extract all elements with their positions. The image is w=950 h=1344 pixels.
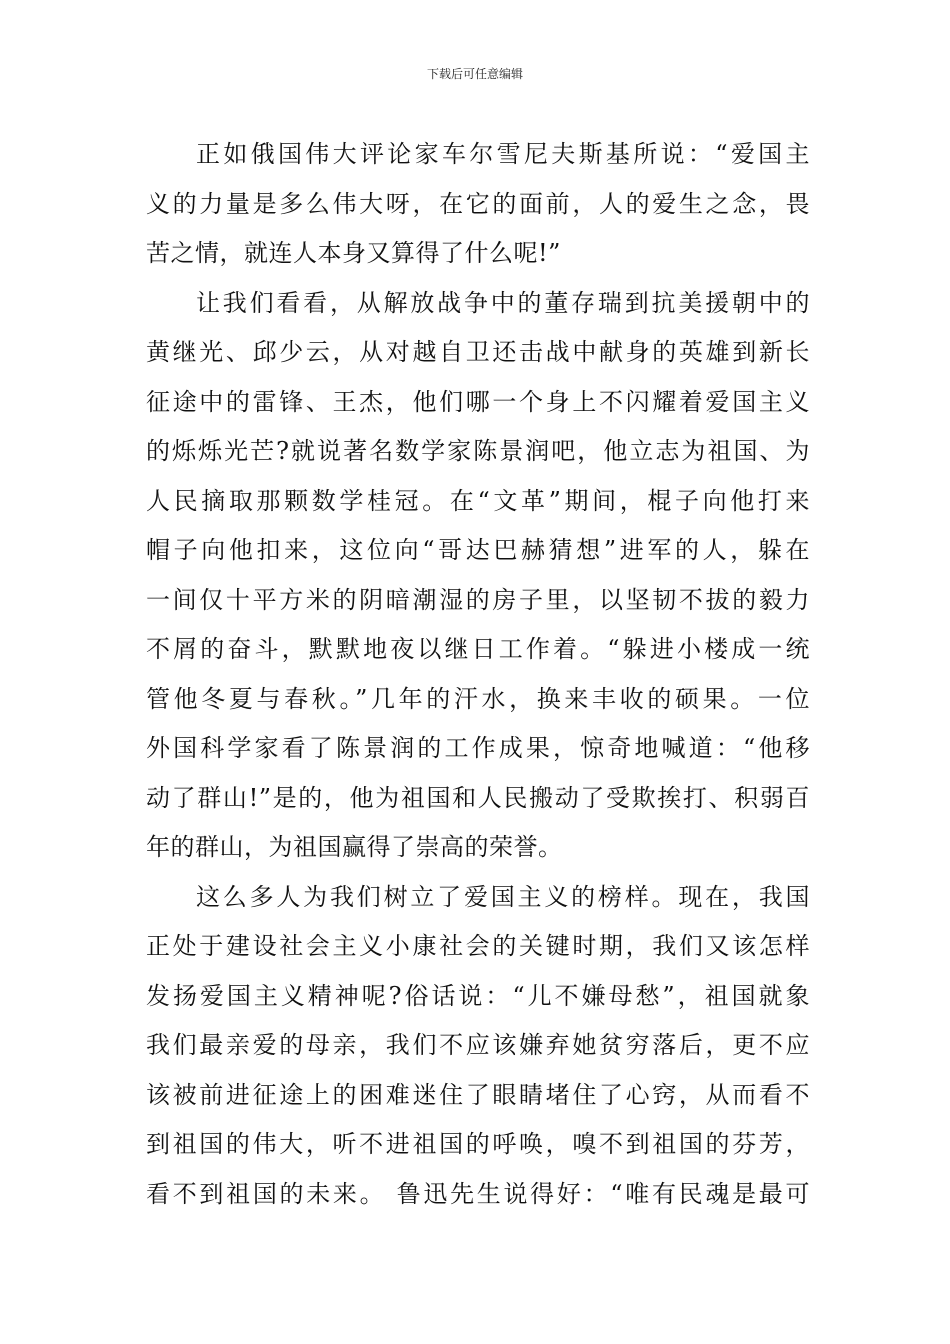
paragraph-line: 动了群山!”是的，他为祖国和人民搬动了受欺挨打、积弱百: [146, 783, 810, 812]
document-body: [146, 130, 810, 1219]
paragraph-line: 苦之情，就连人本身又算得了什么呢!”: [146, 239, 561, 267]
paragraph-line: 正处于建设社会主义小康社会的关键时期，我们又该怎样: [146, 932, 810, 960]
paragraph-line: 让我们看看，从解放战争中的董存瑞到抗美援朝中的: [196, 288, 810, 317]
page-header: 下载后可任意编辑: [426, 67, 523, 81]
paragraph-line: 征途中的雷锋、王杰，他们哪一个身上不闪耀着爱国主义: [146, 387, 810, 416]
paragraph-line: 发扬爱国主义精神呢?俗话说：“儿不嫌母愁”，祖国就象: [146, 981, 810, 1010]
paragraph-line: 该被前进征途上的困难迷住了眼睛堵住了心窍，从而看不: [146, 1080, 810, 1109]
paragraph-line: 看不到祖国的未来。 鲁迅先生说得好：“唯有民魂是最可: [146, 1179, 810, 1208]
paragraph-line: 人民摘取那颗数学桂冠。在“文革”期间，棍子向他打来: [146, 486, 810, 515]
paragraph-line: 管他冬夏与春秋。”几年的汗水，换来丰收的硕果。一位: [146, 684, 810, 713]
paragraph-line: 到祖国的伟大，听不进祖国的呼唤，嗅不到祖国的芬芳，: [146, 1130, 810, 1158]
paragraph-2: [146, 279, 810, 873]
paragraph-1: [146, 130, 810, 279]
paragraph-line: 年的群山，为祖国赢得了崇高的荣誉。: [146, 833, 563, 861]
paragraph-3: [146, 873, 810, 1220]
paragraph-line: 正如俄国伟大评论家车尔雪尼夫斯基所说：“爱国主: [196, 140, 810, 168]
paragraph-line: 不屑的奋斗，默默地夜以继日工作着。“躲进小楼成一统: [146, 635, 810, 663]
paragraph-line: 帽子向他扣来，这位向“哥达巴赫猜想”进军的人，躲在: [146, 536, 810, 564]
paragraph-line: 黄继光、邱少云，从对越自卫还击战中献身的英雄到新长: [146, 338, 810, 366]
paragraph-line: 的烁烁光芒?就说著名数学家陈景润吧，他立志为祖国、为: [146, 437, 810, 465]
paragraph-line: 外国科学家看了陈景润的工作成果，惊奇地喊道：“他移: [146, 734, 810, 762]
paragraph-line: 一间仅十平方米的阴暗潮湿的房子里，以坚韧不拔的毅力: [146, 585, 810, 614]
paragraph-line: 我们最亲爱的母亲，我们不应该嫌弃她贫穷落后，更不应: [146, 1031, 810, 1059]
paragraph-line: 义的力量是多么伟大呀，在它的面前，人的爱生之念，畏: [146, 189, 810, 218]
paragraph-line: 这么多人为我们树立了爱国主义的榜样。现在，我国: [196, 882, 810, 911]
